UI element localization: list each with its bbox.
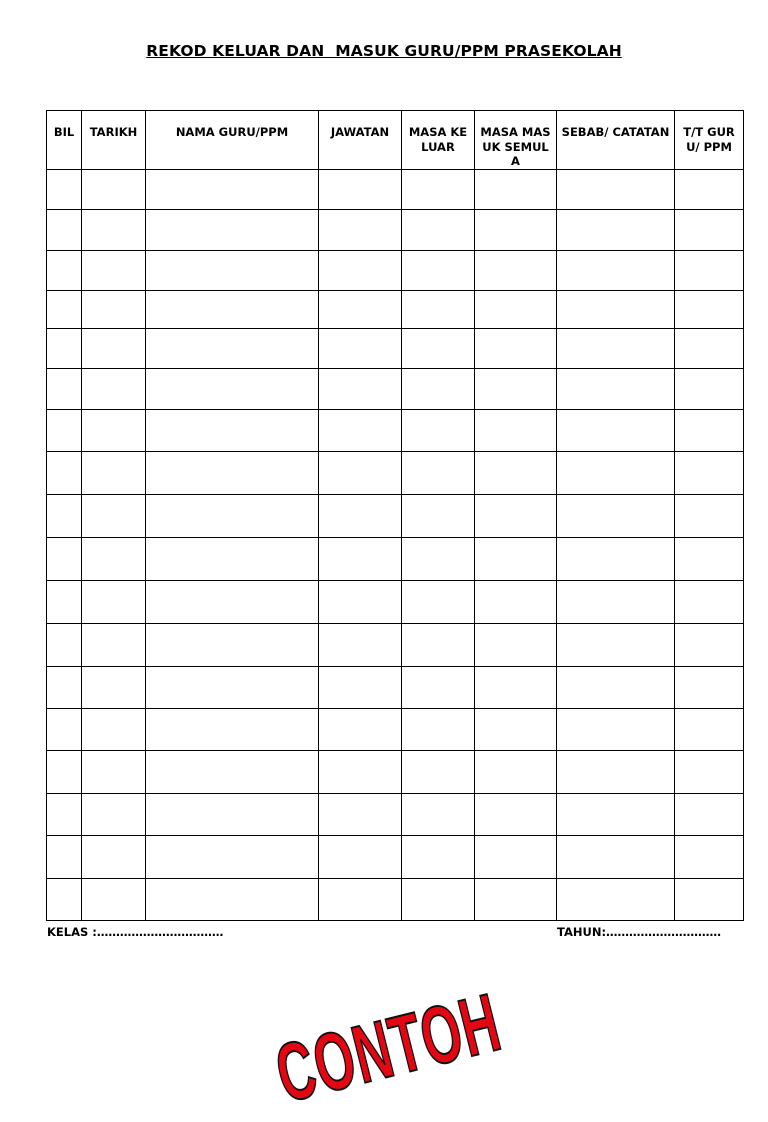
table-cell-masa_masuk[interactable] bbox=[475, 836, 557, 879]
table-cell-masa_masuk[interactable] bbox=[475, 495, 557, 538]
table-row bbox=[47, 452, 744, 495]
table-cell-tt[interactable] bbox=[675, 879, 744, 921]
table-cell-masa_masuk[interactable] bbox=[475, 751, 557, 794]
table-cell-tt[interactable] bbox=[675, 210, 744, 251]
table-cell-sebab[interactable] bbox=[557, 170, 675, 210]
table-cell-bil[interactable] bbox=[47, 879, 82, 921]
table-row bbox=[47, 369, 744, 410]
table-cell-bil[interactable] bbox=[47, 751, 82, 794]
table-cell-nama[interactable] bbox=[146, 410, 319, 452]
table-cell-masa_keluar[interactable] bbox=[402, 410, 475, 452]
table-cell-bil[interactable] bbox=[47, 495, 82, 538]
table-cell-nama[interactable] bbox=[146, 538, 319, 581]
table-cell-tt[interactable] bbox=[675, 624, 744, 667]
table-cell-bil[interactable] bbox=[47, 291, 82, 329]
table-cell-jawatan[interactable] bbox=[319, 452, 402, 495]
table-cell-jawatan[interactable] bbox=[319, 667, 402, 709]
table-cell-jawatan[interactable] bbox=[319, 291, 402, 329]
table-row bbox=[47, 879, 744, 921]
table-cell-tarikh[interactable] bbox=[82, 410, 146, 452]
table-row bbox=[47, 410, 744, 452]
table-cell-sebab[interactable] bbox=[557, 879, 675, 921]
table-row bbox=[47, 836, 744, 879]
table-cell-nama[interactable] bbox=[146, 495, 319, 538]
table-cell-jawatan[interactable] bbox=[319, 210, 402, 251]
table-cell-nama[interactable] bbox=[146, 210, 319, 251]
table-cell-tt[interactable] bbox=[675, 495, 744, 538]
table-cell-masa_keluar[interactable] bbox=[402, 329, 475, 369]
table-cell-masa_masuk[interactable] bbox=[475, 624, 557, 667]
table-cell-sebab[interactable] bbox=[557, 751, 675, 794]
table-cell-sebab[interactable] bbox=[557, 794, 675, 836]
table-cell-tt[interactable] bbox=[675, 538, 744, 581]
table-cell-sebab[interactable] bbox=[557, 210, 675, 251]
column-header-sebab: SEBAB/ CATATAN bbox=[557, 111, 675, 170]
table-cell-tarikh[interactable] bbox=[82, 251, 146, 291]
table-cell-masa_keluar[interactable] bbox=[402, 452, 475, 495]
column-header-bil: BIL bbox=[47, 111, 82, 170]
table-row bbox=[47, 667, 744, 709]
table-cell-masa_masuk[interactable] bbox=[475, 667, 557, 709]
table-cell-masa_keluar[interactable] bbox=[402, 624, 475, 667]
table-cell-jawatan[interactable] bbox=[319, 751, 402, 794]
table-cell-tarikh[interactable] bbox=[82, 538, 146, 581]
table-cell-jawatan[interactable] bbox=[319, 369, 402, 410]
table-row bbox=[47, 794, 744, 836]
table-row bbox=[47, 709, 744, 751]
table-cell-masa_keluar[interactable] bbox=[402, 751, 475, 794]
table-cell-tt[interactable] bbox=[675, 452, 744, 495]
table-cell-bil[interactable] bbox=[47, 709, 82, 751]
table-cell-bil[interactable] bbox=[47, 538, 82, 581]
table-cell-nama[interactable] bbox=[146, 836, 319, 879]
table-row bbox=[47, 581, 744, 624]
table-cell-bil[interactable] bbox=[47, 329, 82, 369]
table-cell-tarikh[interactable] bbox=[82, 369, 146, 410]
table-cell-tarikh[interactable] bbox=[82, 495, 146, 538]
table-cell-tarikh[interactable] bbox=[82, 291, 146, 329]
table-cell-tt[interactable] bbox=[675, 581, 744, 624]
table-cell-masa_masuk[interactable] bbox=[475, 794, 557, 836]
table-cell-bil[interactable] bbox=[47, 836, 82, 879]
contoh-stamp: CONTOH bbox=[267, 976, 510, 1121]
table-cell-masa_keluar[interactable] bbox=[402, 581, 475, 624]
table-cell-nama[interactable] bbox=[146, 879, 319, 921]
table-row bbox=[47, 170, 744, 210]
table-cell-nama[interactable] bbox=[146, 291, 319, 329]
table-cell-tarikh[interactable] bbox=[82, 751, 146, 794]
table-cell-sebab[interactable] bbox=[557, 452, 675, 495]
table-cell-tarikh[interactable] bbox=[82, 794, 146, 836]
table-cell-bil[interactable] bbox=[47, 170, 82, 210]
table-cell-bil[interactable] bbox=[47, 581, 82, 624]
table-cell-bil[interactable] bbox=[47, 210, 82, 251]
table-cell-tarikh[interactable] bbox=[82, 836, 146, 879]
table-cell-bil[interactable] bbox=[47, 410, 82, 452]
table-cell-masa_keluar[interactable] bbox=[402, 495, 475, 538]
table-cell-masa_keluar[interactable] bbox=[402, 538, 475, 581]
table-cell-tarikh[interactable] bbox=[82, 210, 146, 251]
table-row bbox=[47, 751, 744, 794]
table-cell-masa_masuk[interactable] bbox=[475, 251, 557, 291]
table-cell-bil[interactable] bbox=[47, 452, 82, 495]
table-cell-tarikh[interactable] bbox=[82, 581, 146, 624]
table-cell-sebab[interactable] bbox=[557, 251, 675, 291]
table-body bbox=[47, 170, 744, 921]
table-cell-sebab[interactable] bbox=[557, 836, 675, 879]
table-cell-masa_keluar[interactable] bbox=[402, 251, 475, 291]
table-cell-tt[interactable] bbox=[675, 170, 744, 210]
table-cell-jawatan[interactable] bbox=[319, 794, 402, 836]
table-cell-sebab[interactable] bbox=[557, 329, 675, 369]
table-cell-tarikh[interactable] bbox=[82, 879, 146, 921]
table-cell-nama[interactable] bbox=[146, 794, 319, 836]
table-cell-tt[interactable] bbox=[675, 836, 744, 879]
table-row bbox=[47, 538, 744, 581]
table-cell-jawatan[interactable] bbox=[319, 329, 402, 369]
table-cell-tt[interactable] bbox=[675, 751, 744, 794]
table-cell-nama[interactable] bbox=[146, 452, 319, 495]
table-cell-nama[interactable] bbox=[146, 369, 319, 410]
table-cell-nama[interactable] bbox=[146, 709, 319, 751]
table-cell-tarikh[interactable] bbox=[82, 667, 146, 709]
table-cell-masa_masuk[interactable] bbox=[475, 170, 557, 210]
table-cell-masa_masuk[interactable] bbox=[475, 452, 557, 495]
table-cell-masa_keluar[interactable] bbox=[402, 369, 475, 410]
table-cell-masa_keluar[interactable] bbox=[402, 794, 475, 836]
record-table bbox=[46, 110, 744, 921]
table-cell-tt[interactable] bbox=[675, 709, 744, 751]
table-cell-tarikh[interactable] bbox=[82, 329, 146, 369]
table-cell-tarikh[interactable] bbox=[82, 452, 146, 495]
table-cell-jawatan[interactable] bbox=[319, 495, 402, 538]
table-cell-bil[interactable] bbox=[47, 369, 82, 410]
column-header-jawatan: JAWATAN bbox=[319, 111, 402, 170]
table-cell-tt[interactable] bbox=[675, 369, 744, 410]
table-cell-nama[interactable] bbox=[146, 624, 319, 667]
table-cell-masa_keluar[interactable] bbox=[402, 291, 475, 329]
table-cell-tt[interactable] bbox=[675, 329, 744, 369]
table-cell-masa_keluar[interactable] bbox=[402, 210, 475, 251]
table-row bbox=[47, 624, 744, 667]
table-cell-sebab[interactable] bbox=[557, 538, 675, 581]
table-cell-jawatan[interactable] bbox=[319, 879, 402, 921]
table-cell-masa_masuk[interactable] bbox=[475, 581, 557, 624]
table-cell-jawatan[interactable] bbox=[319, 581, 402, 624]
table-cell-tt[interactable] bbox=[675, 794, 744, 836]
table-cell-nama[interactable] bbox=[146, 751, 319, 794]
table-cell-jawatan[interactable] bbox=[319, 251, 402, 291]
table-cell-nama[interactable] bbox=[146, 251, 319, 291]
table-cell-jawatan[interactable] bbox=[319, 709, 402, 751]
table-cell-jawatan[interactable] bbox=[319, 410, 402, 452]
table-row bbox=[47, 495, 744, 538]
table-row bbox=[47, 251, 744, 291]
kelas-field: KELAS :…………………………… bbox=[47, 925, 224, 939]
table-cell-bil[interactable] bbox=[47, 251, 82, 291]
table-header-row bbox=[47, 111, 744, 170]
table-cell-nama[interactable] bbox=[146, 581, 319, 624]
table-row bbox=[47, 210, 744, 251]
table-cell-masa_masuk[interactable] bbox=[475, 210, 557, 251]
table-cell-sebab[interactable] bbox=[557, 410, 675, 452]
table-cell-masa_masuk[interactable] bbox=[475, 709, 557, 751]
table-cell-bil[interactable] bbox=[47, 794, 82, 836]
table-row bbox=[47, 329, 744, 369]
table-cell-masa_masuk[interactable] bbox=[475, 538, 557, 581]
table-cell-jawatan[interactable] bbox=[319, 836, 402, 879]
column-header-nama: NAMA GURU/PPM bbox=[146, 111, 319, 170]
table-cell-masa_masuk[interactable] bbox=[475, 291, 557, 329]
table-cell-tarikh[interactable] bbox=[82, 170, 146, 210]
table-cell-masa_masuk[interactable] bbox=[475, 879, 557, 921]
table-cell-masa_masuk[interactable] bbox=[475, 410, 557, 452]
table-cell-sebab[interactable] bbox=[557, 624, 675, 667]
table-row bbox=[47, 291, 744, 329]
table-cell-masa_keluar[interactable] bbox=[402, 709, 475, 751]
table-cell-jawatan[interactable] bbox=[319, 538, 402, 581]
table-cell-nama[interactable] bbox=[146, 170, 319, 210]
table-cell-nama[interactable] bbox=[146, 329, 319, 369]
table-cell-sebab[interactable] bbox=[557, 495, 675, 538]
table-cell-masa_keluar[interactable] bbox=[402, 170, 475, 210]
column-header-masa-masuk: MASA MASUK SEMULA bbox=[475, 111, 557, 170]
table-cell-sebab[interactable] bbox=[557, 291, 675, 329]
document-title: REKOD KELUAR DAN MASUK GURU/PPM PRASEKOLAH bbox=[146, 42, 622, 60]
table-cell-masa_masuk[interactable] bbox=[475, 329, 557, 369]
tahun-field: TAHUN:………………………… bbox=[557, 925, 722, 939]
table-cell-nama[interactable] bbox=[146, 667, 319, 709]
table-cell-tarikh[interactable] bbox=[82, 624, 146, 667]
table-cell-masa_keluar[interactable] bbox=[402, 667, 475, 709]
column-header-tarikh: TARIKH bbox=[82, 111, 146, 170]
column-header-masa-keluar: MASA KELUAR bbox=[402, 111, 475, 170]
table-cell-tt[interactable] bbox=[675, 251, 744, 291]
table-cell-tarikh[interactable] bbox=[82, 709, 146, 751]
table-cell-sebab[interactable] bbox=[557, 369, 675, 410]
table-cell-masa_masuk[interactable] bbox=[475, 369, 557, 410]
table-cell-tt[interactable] bbox=[675, 291, 744, 329]
table-cell-sebab[interactable] bbox=[557, 667, 675, 709]
table-cell-bil[interactable] bbox=[47, 667, 82, 709]
table-cell-masa_keluar[interactable] bbox=[402, 836, 475, 879]
table-cell-bil[interactable] bbox=[47, 624, 82, 667]
table-cell-jawatan[interactable] bbox=[319, 624, 402, 667]
column-header-tt: T/T GURU/ PPM bbox=[675, 111, 744, 170]
table-cell-sebab[interactable] bbox=[557, 709, 675, 751]
table-cell-masa_keluar[interactable] bbox=[402, 879, 475, 921]
table-cell-jawatan[interactable] bbox=[319, 170, 402, 210]
table-cell-tt[interactable] bbox=[675, 667, 744, 709]
table-cell-sebab[interactable] bbox=[557, 581, 675, 624]
table-cell-tt[interactable] bbox=[675, 410, 744, 452]
